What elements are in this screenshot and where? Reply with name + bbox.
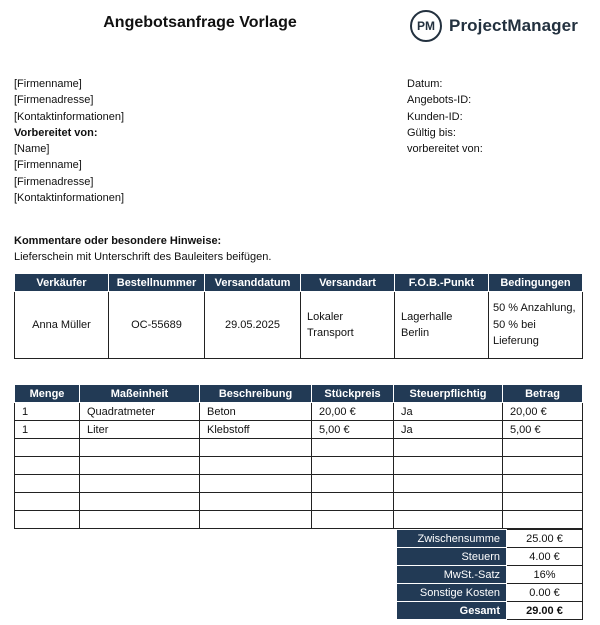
table-row (15, 457, 583, 475)
quote-id-label: Angebots-ID: (407, 94, 472, 107)
fob-point-cell: Lagerhalle Berlin (395, 292, 489, 359)
taxable-cell (394, 493, 503, 511)
tax-label: Steuern (397, 548, 507, 566)
header-order-number: Bestellnummer (109, 274, 205, 292)
header-fob-point: F.O.B.-Punkt (395, 274, 489, 292)
comments-label: Kommentare oder besondere Hinweise: (14, 235, 222, 247)
taxable-cell: Ja (394, 403, 503, 421)
valid-until-label: Gültig bis: (407, 126, 456, 139)
unit-cell (80, 457, 200, 475)
table-row (15, 511, 583, 529)
quantity-cell (15, 457, 80, 475)
tax-row (397, 548, 583, 566)
unit-cell: Liter (80, 421, 200, 439)
grand-total-label: Gesamt (397, 602, 507, 620)
taxable-cell (394, 439, 503, 457)
order-info-table (14, 273, 583, 359)
unit-cell (80, 511, 200, 529)
amount-cell (503, 439, 583, 457)
document-title: Angebotsanfrage Vorlage (103, 14, 297, 31)
unit-price-cell (312, 493, 394, 511)
order-number-cell: OC-55689 (109, 292, 205, 359)
table-row (15, 493, 583, 511)
quantity-cell (15, 511, 80, 529)
quantity-cell: 1 (15, 403, 80, 421)
unit-cell: Quadratmeter (80, 403, 200, 421)
unit-price-cell: 5,00 € (312, 421, 394, 439)
prepared-by-contact: [Kontaktinformationen] (14, 192, 125, 205)
sender-address: [Firmenadresse] (14, 94, 94, 107)
unit-price-cell (312, 475, 394, 493)
unit-cell (80, 475, 200, 493)
customer-id-label: Kunden-ID: (407, 110, 463, 123)
vat-rate-row (397, 566, 583, 584)
taxable-cell: Ja (394, 421, 503, 439)
comments-block (14, 233, 271, 265)
comments-text: Lieferschein mit Unterschrift des Bauleiters beifügen. (14, 251, 272, 263)
logo-mark-icon: PM (410, 10, 442, 42)
header-unit: Maßeinheit (80, 385, 200, 403)
items-table-header (15, 385, 583, 403)
sender-contact: [Kontaktinformationen] (14, 110, 125, 123)
taxable-cell (394, 511, 503, 529)
subtotal-row (397, 530, 583, 548)
sender-block (14, 76, 124, 206)
order-table-row (15, 292, 583, 359)
terms-cell: 50 % Anzahlung, 50 % bei Lieferung (489, 292, 583, 359)
table-row (15, 439, 583, 457)
prepared-by-meta-label: vorbereitet von: (407, 143, 483, 156)
unit-price-cell (312, 511, 394, 529)
sender-company: [Firmenname] (14, 78, 82, 90)
header-unit-price: Stückpreis (312, 385, 394, 403)
subtotal-value: 25.00 € (507, 530, 583, 548)
vat-rate-label: MwSt.-Satz (397, 566, 507, 584)
quantity-cell (15, 493, 80, 511)
description-cell (200, 493, 312, 511)
unit-price-cell (312, 439, 394, 457)
amount-cell (503, 457, 583, 475)
tax-value: 4.00 € (507, 548, 583, 566)
unit-cell (80, 493, 200, 511)
unit-cell (80, 439, 200, 457)
header-quantity: Menge (15, 385, 80, 403)
prepared-by-label: Vorbereitet von: (14, 126, 98, 139)
projectmanager-logo (410, 9, 578, 43)
vat-rate-value: 16% (507, 566, 583, 584)
amount-cell: 20,00 € (503, 403, 583, 421)
description-cell: Beton (200, 403, 312, 421)
header-terms: Bedingungen (489, 274, 583, 292)
description-cell (200, 511, 312, 529)
line-items-table (14, 384, 583, 529)
header-ship-date: Versanddatum (205, 274, 301, 292)
amount-cell (503, 475, 583, 493)
quantity-cell: 1 (15, 421, 80, 439)
header-description: Beschreibung (200, 385, 312, 403)
amount-cell (503, 511, 583, 529)
table-row (15, 421, 583, 439)
description-cell: Klebstoff (200, 421, 312, 439)
prepared-by-address: [Firmenadresse] (14, 175, 94, 188)
header-seller: Verkäufer (15, 274, 109, 292)
table-row (15, 403, 583, 421)
other-costs-label: Sonstige Kosten (397, 584, 507, 602)
other-costs-value: 0.00 € (507, 584, 583, 602)
description-cell (200, 475, 312, 493)
grand-total-row (397, 602, 583, 620)
unit-price-cell: 20,00 € (312, 403, 394, 421)
logo-name: ProjectManager (449, 16, 578, 35)
header-taxable: Steuerpflichtig (394, 385, 503, 403)
order-table-header (15, 274, 583, 292)
amount-cell (503, 493, 583, 511)
prepared-by-name: [Name] (14, 143, 50, 156)
seller-cell: Anna Müller (15, 292, 109, 359)
table-row (15, 475, 583, 493)
quantity-cell (15, 439, 80, 457)
ship-method-cell: Lokaler Transport (301, 292, 395, 359)
unit-price-cell (312, 457, 394, 475)
date-label: Datum: (407, 78, 443, 90)
header-ship-method: Versandart (301, 274, 395, 292)
taxable-cell (394, 475, 503, 493)
amount-cell: 5,00 € (503, 421, 583, 439)
totals-table (396, 529, 583, 620)
quote-meta-block (407, 76, 483, 157)
prepared-by-company: [Firmenname] (14, 159, 82, 172)
quantity-cell (15, 475, 80, 493)
subtotal-label: Zwischensumme (397, 530, 507, 548)
description-cell (200, 439, 312, 457)
grand-total-value: 29.00 € (507, 602, 583, 620)
other-costs-row (397, 584, 583, 602)
taxable-cell (394, 457, 503, 475)
description-cell (200, 457, 312, 475)
header-amount: Betrag (503, 385, 583, 403)
ship-date-cell: 29.05.2025 (205, 292, 301, 359)
